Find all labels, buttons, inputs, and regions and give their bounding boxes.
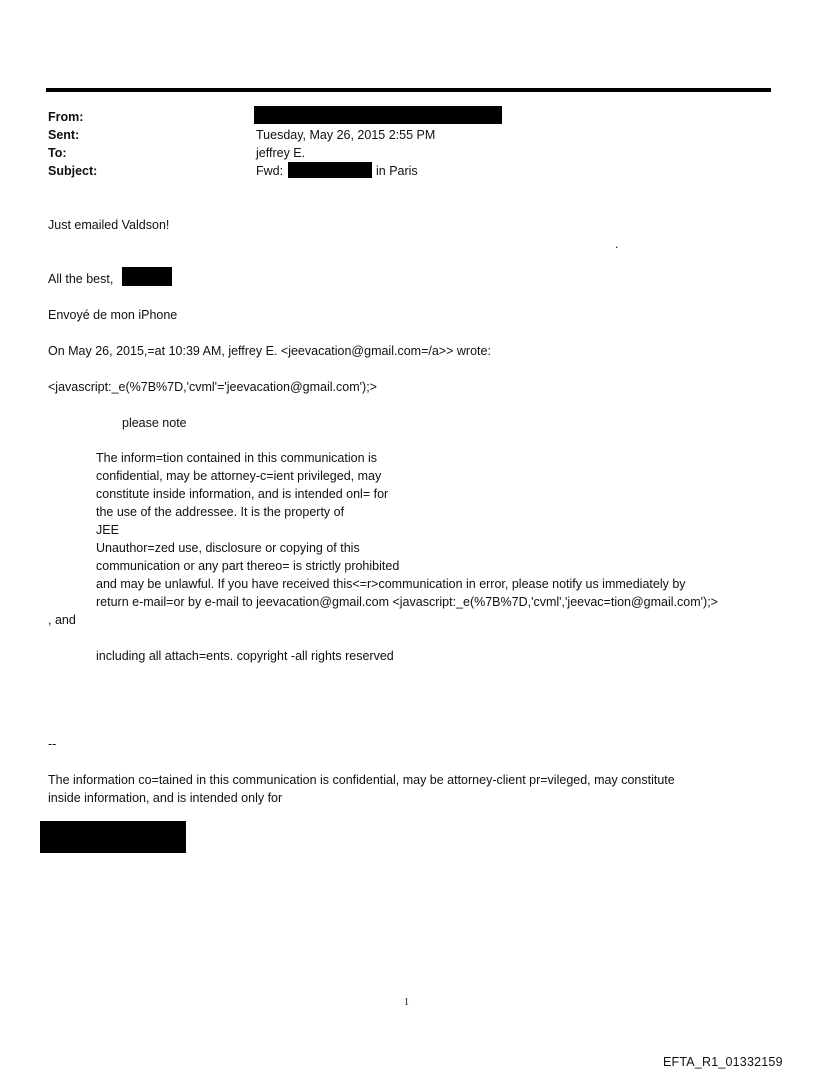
from-label: From: [48,110,84,124]
separator: -- [48,737,57,751]
redaction-signature [122,267,172,286]
disclaimer-line: communication or any part thereo= is strictly prohibited [96,559,400,573]
redaction-from [254,106,502,124]
document-id: EFTA_R1_01332159 [663,1055,783,1069]
sent-from-line: Envoyé de mon iPhone [48,308,178,322]
redaction-recipient [40,821,186,853]
subject-suffix: in Paris [376,164,418,178]
disclaimer-line: The inform=tion contained in this communication is [96,451,378,465]
body-line-1: Just emailed Valdson! [48,218,170,232]
redaction-subject [288,162,372,178]
subject-prefix: Fwd: [256,164,284,178]
disclaimer-line: confidential, may be attorney-c=ient privileged, may [96,469,382,483]
final-disclaimer-line: inside information, and is intended only for [48,791,283,805]
please-note: please note [122,416,187,430]
to-value: jeffrey E. [256,146,306,160]
header-rule [46,88,771,92]
subject-label: Subject: [48,164,98,178]
sent-value: Tuesday, May 26, 2015 2:55 PM [256,128,436,142]
final-disclaimer-line: The information co=tained in this communication is confidential, may be attorney-client pr=vileged, may constitute [48,773,675,787]
attachments-line: including all attach=ents. copyright -all rights reserved [96,649,394,663]
and-text: , and [48,613,76,627]
disclaimer-line: and may be unlawful. If you have received this<=r>communication in error, please notify us immediately by [96,577,686,591]
disclaimer-line: JEE [96,523,119,537]
quote-intro: On May 26, 2015,=at 10:39 AM, jeffrey E. <jeevacation@gmail.com=/a>> wrote: [48,344,491,358]
disclaimer-line: constitute inside information, and is intended onl= for [96,487,389,501]
signoff: All the best, [48,272,114,286]
stray-dot: . [615,237,619,251]
javascript-link: <javascript:_e(%7B%7D,'cvml'='jeevacation@gmail.com');> [48,380,377,394]
sent-label: Sent: [48,128,80,142]
disclaimer-line: Unauthor=zed use, disclosure or copying of this [96,541,360,555]
disclaimer-line: return e-mail=or by e-mail to jeevacation@gmail.com <javascript:_e(%7B%7D,'cvml','jeevac=tion@gmail.com');> [96,595,718,609]
disclaimer-line: the use of the addressee. It is the property of [96,505,345,519]
page-number: 1 [404,997,409,1008]
to-label: To: [48,146,67,160]
